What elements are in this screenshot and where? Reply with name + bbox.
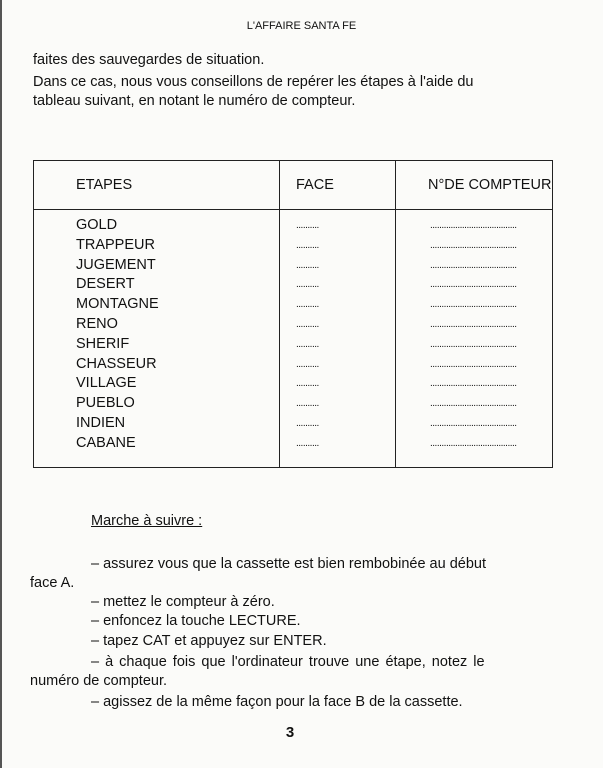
face-blank: .......... bbox=[296, 299, 319, 311]
page-number: 3 bbox=[285, 724, 295, 741]
header-compteur: N°DE COMPTEUR bbox=[396, 161, 553, 210]
stage-name: VILLAGE bbox=[76, 375, 137, 392]
procedure-line: – tapez CAT et appuyez sur ENTER. bbox=[91, 633, 327, 649]
table-header-row bbox=[34, 161, 553, 210]
counter-blank: ...................................... bbox=[430, 299, 517, 311]
face-blank: .......... bbox=[296, 417, 319, 429]
header-etapes: ETAPES bbox=[34, 161, 280, 210]
counter-blank: ...................................... bbox=[430, 378, 517, 390]
stage-name: JUGEMENT bbox=[76, 256, 156, 273]
stage-name: CHASSEUR bbox=[76, 355, 157, 372]
counter-blank: ...................................... bbox=[430, 279, 517, 291]
counter-blank: ...................................... bbox=[430, 259, 517, 271]
stages-table bbox=[33, 160, 553, 468]
table-body bbox=[34, 210, 553, 468]
face-blank: .......... bbox=[296, 318, 319, 330]
stage-name: TRAPPEUR bbox=[76, 236, 155, 253]
procedure-line: – agissez de la même façon pour la face B de la cassette. bbox=[91, 694, 463, 710]
face-blank: .......... bbox=[296, 398, 319, 410]
stage-name: MONTAGNE bbox=[76, 296, 159, 313]
stage-name: PUEBLO bbox=[76, 395, 135, 412]
procedure-line: – à chaque fois que l'ordinateur trouve une étape, notez le bbox=[91, 654, 485, 670]
running-header: L'AFFAIRE SANTA FE bbox=[246, 20, 357, 32]
face-blank: .......... bbox=[296, 259, 319, 271]
face-blank: .......... bbox=[296, 358, 319, 370]
scan-edge bbox=[0, 0, 2, 768]
procedure-title: Marche à suivre : bbox=[91, 513, 203, 529]
face-blank: .......... bbox=[296, 378, 319, 390]
counter-blank: ...................................... bbox=[430, 398, 517, 410]
counter-blank: ...................................... bbox=[430, 437, 517, 449]
counter-blank: ...................................... bbox=[430, 239, 517, 251]
stage-name: RENO bbox=[76, 315, 118, 332]
counter-blank: ...................................... bbox=[430, 318, 517, 330]
face-blank: .......... bbox=[296, 338, 319, 350]
procedure-line: face A. bbox=[30, 575, 75, 591]
procedure-line: – assurez vous que la cassette est bien rembobinée au début bbox=[91, 556, 486, 572]
stage-name: CABANE bbox=[76, 434, 136, 451]
intro-line-1: faites des sauvegardes de situation. bbox=[33, 52, 265, 68]
intro-line-2: Dans ce cas, nous vous conseillons de repérer les étapes à l'aide du bbox=[33, 74, 474, 90]
compteur-column bbox=[396, 210, 553, 468]
intro-line-3: tableau suivant, en notant le numéro de compteur. bbox=[33, 93, 356, 109]
counter-blank: ...................................... bbox=[430, 338, 517, 350]
face-blank: .......... bbox=[296, 437, 319, 449]
header-face: FACE bbox=[280, 161, 396, 210]
stage-name: DESERT bbox=[76, 276, 135, 293]
counter-blank: ...................................... bbox=[430, 417, 517, 429]
stage-name: GOLD bbox=[76, 217, 118, 233]
stage-name: SHERIF bbox=[76, 335, 130, 352]
etapes-column bbox=[34, 210, 280, 468]
face-blank: .......... bbox=[296, 279, 319, 291]
counter-blank: ...................................... bbox=[430, 358, 517, 370]
face-blank: .......... bbox=[296, 239, 319, 251]
face-column bbox=[280, 210, 396, 468]
procedure-line: – mettez le compteur à zéro. bbox=[91, 594, 275, 610]
face-blank: .......... bbox=[296, 220, 319, 231]
stage-name: INDIEN bbox=[76, 414, 126, 431]
counter-blank: ...................................... bbox=[430, 220, 517, 231]
procedure-line: – enfoncez la touche LECTURE. bbox=[91, 613, 301, 629]
procedure-line: numéro de compteur. bbox=[30, 673, 168, 689]
